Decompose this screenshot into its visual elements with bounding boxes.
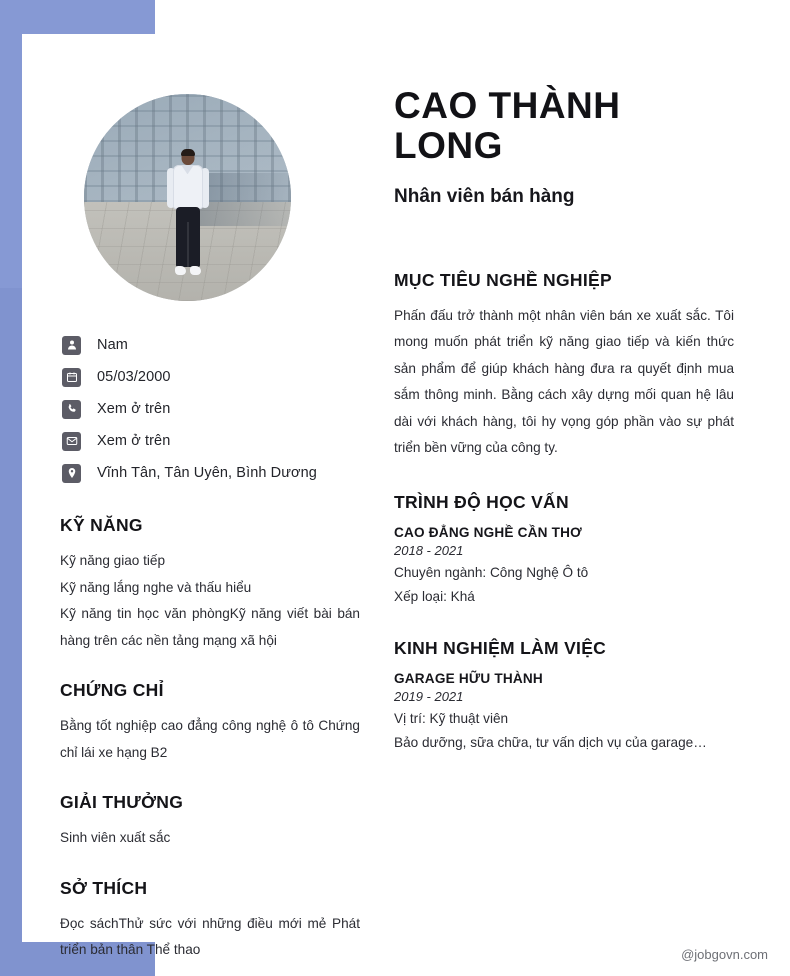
photo-person	[162, 150, 214, 282]
section-title-objective: MỤC TIÊU NGHỀ NGHIỆP	[394, 269, 612, 290]
person-shoe-left	[175, 266, 186, 275]
page-title: CAO THÀNH LONG	[394, 85, 621, 166]
contact-row-email	[62, 425, 360, 457]
person-pants-seam	[187, 222, 189, 267]
calendar-icon	[62, 368, 81, 387]
certificates-line-1: Bằng tốt nghiệp cao đẳng công nghệ ô tô Chứng chỉ lái xe hạng B2	[60, 718, 360, 760]
education-school: CAO ĐẲNG NGHỀ CẦN THƠ	[394, 524, 582, 540]
skills-line-1: Kỹ năng giao tiếp	[60, 553, 166, 568]
contact-value-gender: Nam	[97, 337, 128, 353]
certificates-list	[60, 713, 360, 766]
experience-entry	[394, 671, 734, 755]
experience-date: 2019 - 2021	[394, 689, 464, 705]
watermark: @jobgovn.com	[681, 947, 768, 962]
contact-row-address	[62, 457, 360, 489]
contact-row-birthdate	[62, 361, 360, 393]
contact-row-phone	[62, 393, 360, 425]
objective-text: Phấn đấu trở thành một nhân viên bán xe xuất sắc. Tôi mong muốn phát triển kỹ năng giao tiếp và kiến thức sản phẩm để giúp khách hàng đưa ra quyết định mua sắm thông minh. Bằng cách xây dựng mối quan hệ lâu dài với khách hàng, tôi hy vọng góp phần vào sự phát triển bền vững của công ty.	[394, 307, 734, 456]
experience-duties: Bảo dưỡng, sữa chữa, tư vấn dịch vụ của garage…	[394, 735, 707, 751]
education-date: 2018 - 2021	[394, 542, 464, 558]
section-title-awards: GIẢI THƯỞNG	[60, 792, 184, 812]
education-major: Chuyên ngành: Công Nghệ Ô tô	[394, 564, 589, 580]
skills-line-3: Kỹ năng tin học văn phòngKỹ năng viết bài bán hàng trên các nền tảng mạng xã hội	[60, 606, 360, 648]
contact-value-birthdate: 05/03/2000	[97, 369, 171, 385]
person-icon	[62, 336, 81, 355]
location-pin-icon	[62, 464, 81, 483]
experience-company: GARAGE HỮU THÀNH	[394, 671, 543, 687]
skills-line-2: Kỹ năng lắng nghe và thấu hiểu	[60, 579, 252, 595]
left-column	[60, 72, 360, 964]
awards-list	[60, 825, 360, 852]
section-title-skills: KỸ NĂNG	[60, 515, 143, 535]
section-title-education: TRÌNH ĐỘ HỌC VẤN	[394, 491, 569, 512]
contact-value-address: Vĩnh Tân, Tân Uyên, Bình Dương	[97, 465, 317, 481]
experience-position: Vị trí: Kỹ thuật viên	[394, 711, 509, 727]
mail-icon	[62, 432, 81, 451]
hobbies-list	[60, 911, 360, 964]
contact-value-phone: Xem ở trên	[97, 401, 171, 417]
awards-line-1: Sinh viên xuất sắc	[60, 830, 171, 845]
skills-list	[60, 548, 360, 654]
education-grade: Xếp loại: Khá	[394, 588, 475, 604]
education-entry	[394, 525, 734, 609]
hobbies-line-1: Đọc sáchThử sức với những điều mới mẻ Phát triển bản thân Thể thao	[60, 915, 360, 957]
contact-value-email: Xem ở trên	[97, 433, 171, 449]
section-title-experience: KINH NGHIỆM LÀM VIỆC	[394, 638, 607, 659]
contact-row-gender	[62, 329, 360, 361]
section-title-certificates: CHỨNG CHỈ	[60, 680, 164, 700]
right-column	[394, 86, 734, 757]
person-shoe-right	[190, 266, 201, 275]
avatar	[84, 94, 291, 301]
phone-icon	[62, 400, 81, 419]
person-hair	[181, 149, 195, 156]
job-role: Nhân viên bán hàng	[394, 185, 575, 207]
contact-list	[62, 329, 360, 489]
section-title-hobbies: SỞ THÍCH	[60, 877, 148, 898]
